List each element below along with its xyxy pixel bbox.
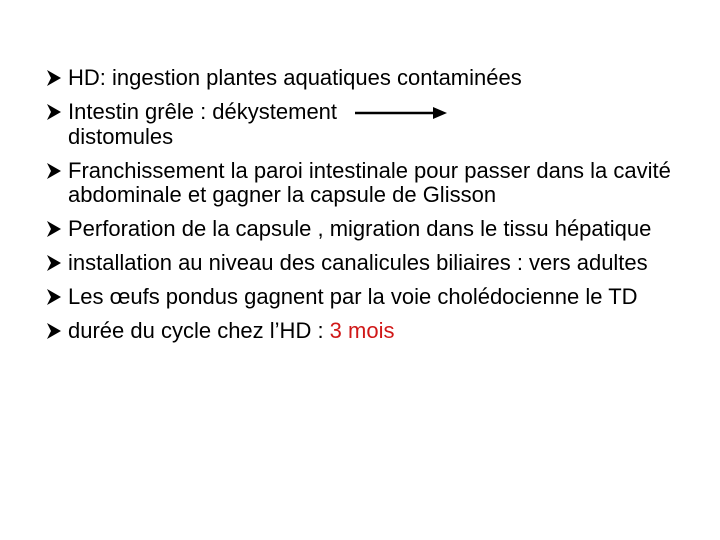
bullet-item: [46, 217, 676, 241]
arrowhead-bullet-icon: [46, 66, 68, 90]
bullet-item: [46, 319, 676, 343]
bullet-text: Perforation de la capsule , migration dans le tissu hépatique: [68, 216, 652, 242]
arrowhead-bullet-icon: [46, 217, 68, 241]
slide-content: [46, 66, 676, 353]
arrowhead-bullet-icon: [46, 100, 68, 124]
right-arrow-icon: [353, 101, 449, 125]
bullet-text: [68, 319, 676, 343]
bullet-item: [46, 66, 676, 90]
bullet-text: Les œufs pondus gagnent par la voie cholédocienne le TD: [68, 284, 638, 310]
arrowhead-bullet-icon: [46, 285, 68, 309]
bullet-text-part: distomules: [68, 124, 174, 150]
bullet-text: [68, 100, 676, 149]
bullet-item: [46, 100, 676, 149]
bullet-text: HD: ingestion plantes aquatiques contaminées: [68, 65, 522, 90]
highlight-duration: 3 mois: [329, 318, 395, 344]
arrowhead-bullet-icon: [46, 251, 68, 275]
bullet-text: installation au niveau des canalicules biliaires : vers adultes: [68, 250, 648, 276]
bullet-item: [46, 159, 676, 207]
bullet-text: Franchissement la paroi intestinale pour passer dans la cavité abdominale et gagner la capsule de Glisson: [68, 158, 671, 208]
arrowhead-bullet-icon: [46, 159, 68, 183]
bullet-item: [46, 251, 676, 275]
bullet-text-part: durée du cycle chez l’HD :: [68, 318, 330, 344]
bullet-text-part: Intestin grêle : dékystement: [68, 99, 338, 124]
arrowhead-bullet-icon: [46, 319, 68, 343]
bullet-item: [46, 285, 676, 309]
